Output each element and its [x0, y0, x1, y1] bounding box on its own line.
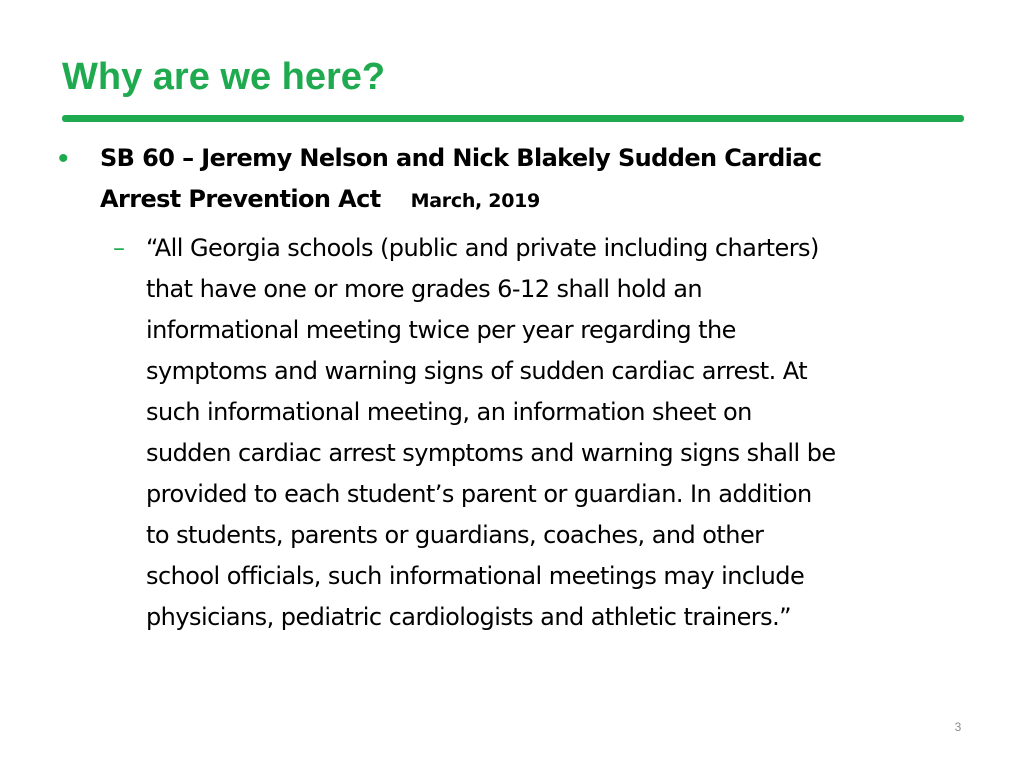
bullet-marker: •: [58, 142, 69, 175]
quote-line: sudden cardiac arrest symptoms and warning signs shall be: [146, 439, 836, 467]
quote-line: school officials, such informational meetings may include: [146, 562, 805, 590]
bullet-text: [100, 138, 920, 222]
sub-bullet-marker: –: [113, 234, 125, 262]
quote-line: to students, parents or guardians, coaches, and other: [146, 521, 764, 549]
bullet-text-line-2: Arrest Prevention Act: [100, 185, 381, 213]
title-divider: [62, 115, 964, 122]
quote-line: informational meeting twice per year regarding the: [146, 316, 736, 344]
quote-line: such informational meeting, an information sheet on: [146, 398, 752, 426]
quote-line: provided to each student’s parent or guardian. In addition: [146, 480, 812, 508]
slide-title: Why are we here?: [62, 56, 386, 98]
quote-line: symptoms and warning signs of sudden cardiac arrest. At: [146, 357, 808, 385]
bullet-date: March, 2019: [410, 190, 540, 212]
quote-line: physicians, pediatric cardiologists and athletic trainers.”: [146, 603, 792, 631]
bullet-text-line-1: SB 60 – Jeremy Nelson and Nick Blakely Sudden Cardiac: [100, 144, 822, 172]
sub-bullet-quote: [146, 228, 976, 638]
quote-line: that have one or more grades 6-12 shall hold an: [146, 275, 703, 303]
page-number: 3: [954, 720, 962, 734]
quote-line: “All Georgia schools (public and private including charters): [146, 234, 819, 262]
